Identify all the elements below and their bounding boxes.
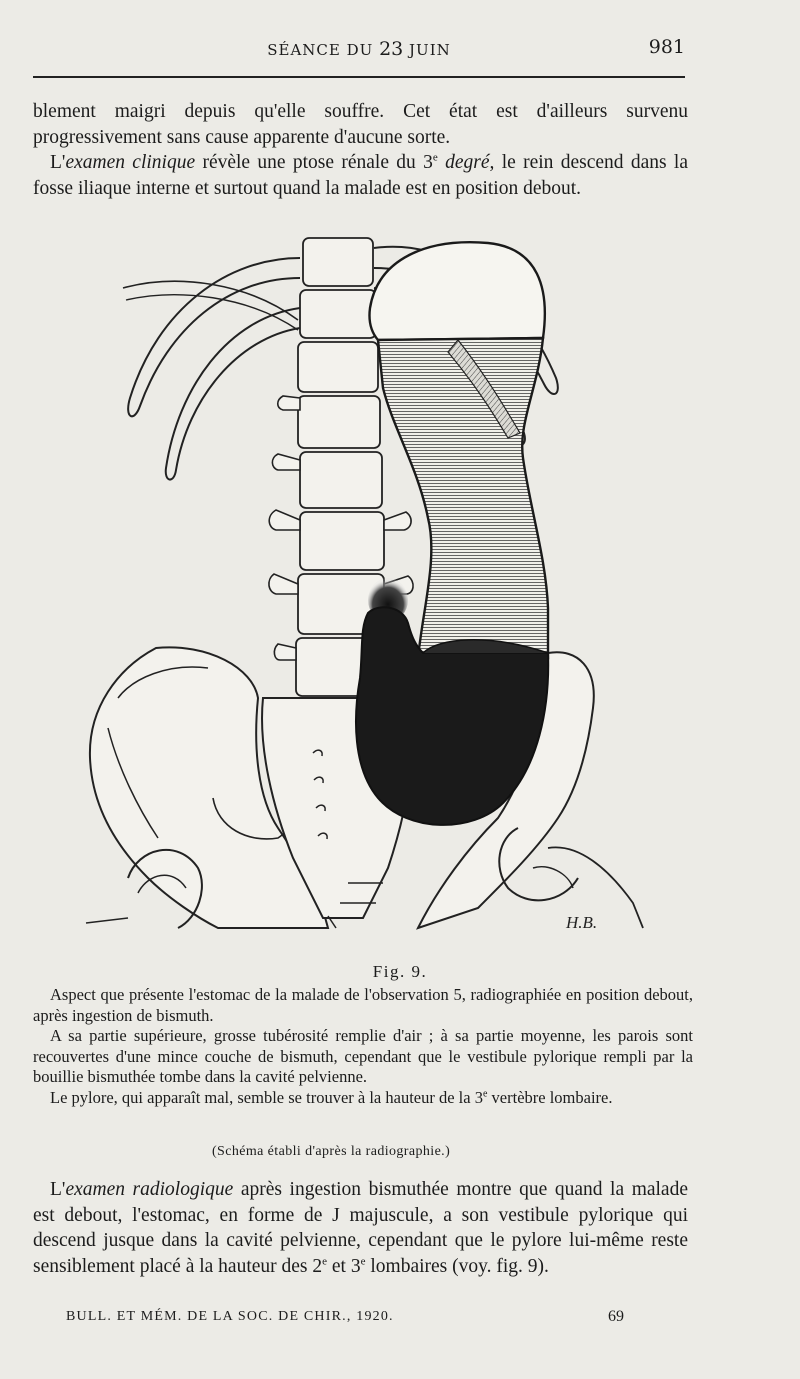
intro-paragraph-2 <box>33 150 688 201</box>
caption-p3-a: Le pylore, qui apparaît mal, semble se trouver à la hauteur de la 3 <box>50 1087 483 1107</box>
intro-text <box>33 99 688 201</box>
caption-paragraph-1: Aspect que présente l'estomac de la malade de l'observation 5, radiographiée en position debout, après ingestion de bismuth. <box>33 985 693 1025</box>
schema-note: (Schéma établi d'après la radiographie.) <box>212 1144 451 1159</box>
caption-p3-sup: e <box>482 1088 488 1099</box>
header-rule <box>33 76 685 78</box>
caption-paragraph-3 <box>33 1088 693 1109</box>
closing-b: après ingestion bismuthée montre que quand la malade est debout, l'estomac, en forme de J majuscule, a son vestibule pylorique qui descend jusque dans la cavité pelvienne, cependant que le pylore lui-même reste sensiblement placé à la hauteur des 2 <box>33 1179 688 1277</box>
closing-paragraph <box>33 1177 688 1279</box>
closing-a: L' <box>50 1179 66 1200</box>
radiograph-schema <box>78 228 648 940</box>
intro-paragraph-1: blement maigri depuis qu'elle souffre. Cet état est d'ailleurs survenu progressivement sans cause apparente d'aucune sorte. <box>33 101 688 148</box>
closing-c: et 3 <box>327 1255 361 1277</box>
figure-9-illustration <box>78 228 648 940</box>
artist-signature: H.B. <box>566 913 598 932</box>
running-title <box>33 38 685 60</box>
closing-sup2: e <box>360 1255 366 1267</box>
running-title-pre: SÉANCE DU <box>267 41 380 59</box>
footer-signature-mark: 69 <box>608 1308 624 1325</box>
running-title-day: 23 <box>379 38 404 60</box>
intro-p2-a: L' <box>50 152 66 173</box>
page-footer <box>66 1309 636 1331</box>
intro-p2-em2: degré, <box>445 152 495 173</box>
intro-p2-em1: examen clinique <box>65 152 196 173</box>
closing-em: examen radiologique <box>65 1179 234 1200</box>
footer-journal: BULL. ET MÉM. DE LA SOC. DE CHIR., 1920. <box>66 1309 394 1324</box>
intro-p2-sup: e <box>432 151 438 164</box>
figure-label: Fig. 9. <box>372 962 428 981</box>
caption-p3-b: vertèbre lombaire. <box>487 1087 613 1107</box>
left-ribs <box>123 258 300 480</box>
page-number: 981 <box>648 36 685 58</box>
closing-sup1: e <box>322 1255 328 1267</box>
closing-d: lombaires (voy. fig. 9). <box>365 1255 549 1277</box>
stomach-air-bubble <box>369 242 544 340</box>
running-head <box>33 34 685 60</box>
intro-p2-b: révèle une ptose rénale du 3 <box>195 152 433 173</box>
intro-p2-c: le rein descend dans la fosse iliaque interne et surtout quand la malade est en position debout. <box>33 152 688 199</box>
closing-text <box>33 1177 688 1279</box>
figure-caption <box>33 985 693 1108</box>
caption-paragraph-2: A sa partie supérieure, grosse tubérosité remplie d'air ; à sa partie moyenne, les parois sont recouvertes d'une mince couche de bismuth, cependant que le vestibule pylorique rempli par la bouillie bismuthée tombe dans la cavité pelvienne. <box>33 1026 693 1086</box>
running-title-post: JUIN <box>403 41 451 59</box>
